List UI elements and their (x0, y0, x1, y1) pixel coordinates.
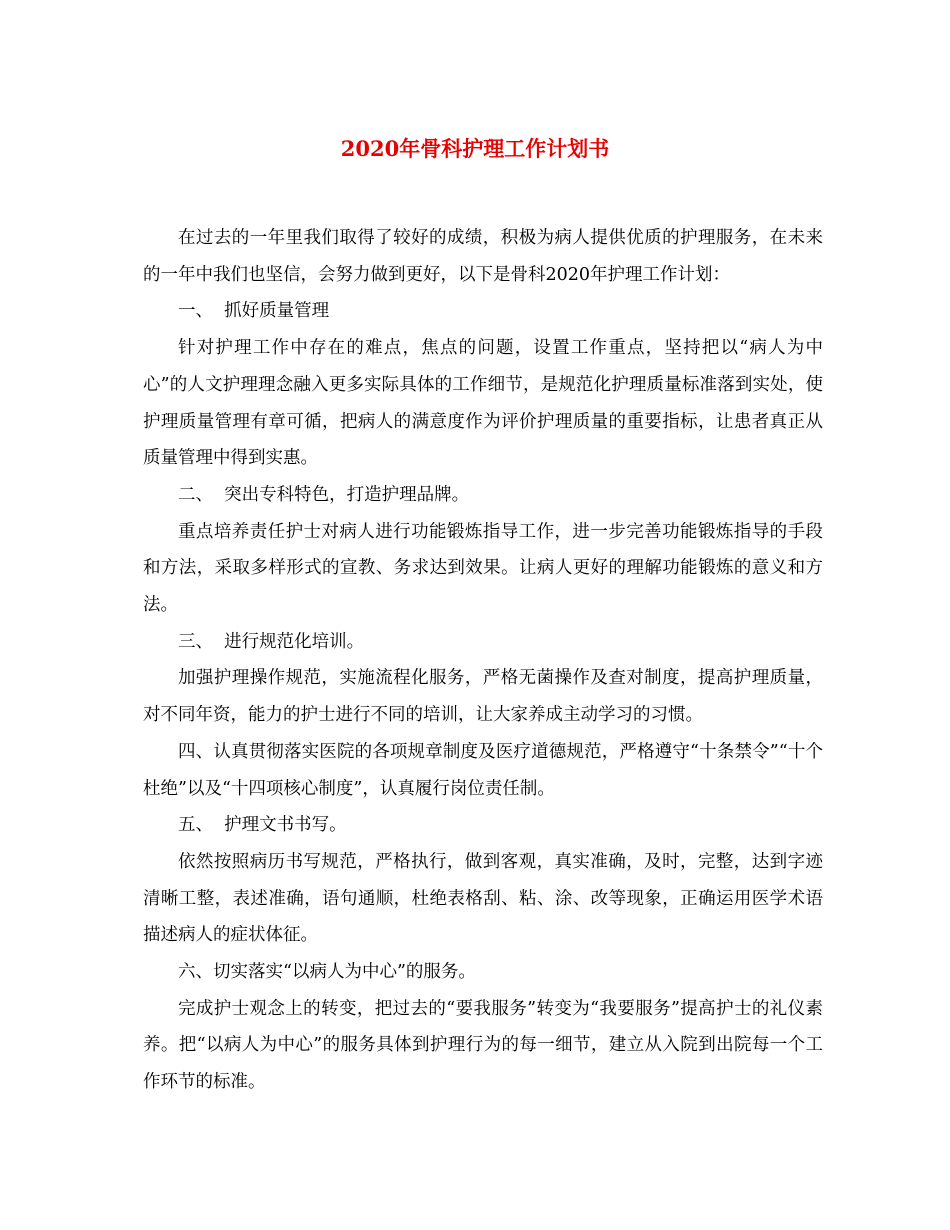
section-heading-5: 五、 护理文书书写。 (178, 815, 347, 836)
intro-paragraph: 在过去的一年里我们取得了较好的成绩，积极为病人提供优质的护理服务，在未来的一年中我们也坚信，会努力做到更好，以下是骨科2020年护理工作计划： (143, 228, 823, 285)
section-heading-1: 一、 抓好质量管理 (178, 301, 330, 322)
section-paragraph-5: 依然按照病历书写规范，严格执行，做到客观，真实准确，及时，完整，达到字迹清晰工整，表述准确，语句通顺，杜绝表格刮、粘、涂、改等现象，正确运用医学术语描述病人的症状体征。 (143, 851, 823, 946)
section-heading-6: 六、切实落实“以病人为中心”的服务。 (178, 962, 476, 983)
section-paragraph-2: 重点培养责任护士对病人进行功能锻炼指导工作，进一步完善功能锻炼指导的手段和方法，采取多样形式的宣教、务求达到效果。让病人更好的理解功能锻炼的意义和方法。 (143, 521, 823, 616)
section-paragraph-4: 四、认真贯彻落实医院的各项规章制度及医疗道德规范，严格遵守“十条禁令”“十个杜绝”以及“十四项核心制度”，认真履行岗位责任制。 (143, 741, 823, 799)
document-body (143, 220, 823, 1101)
document-title: 2020年骨科护理工作计划书 (340, 136, 610, 161)
section-paragraph-1: 针对护理工作中存在的难点，焦点的问题，设置工作重点，坚持把以“病人为中心”的人文护理理念融入更多实际具体的工作细节，是规范化护理质量标准落到实处，使护理质量管理有章可循，把病人的满意度作为评价护理质量的重要指标，让患者真正从质量管理中得到实惠。 (143, 338, 823, 469)
section-heading-3: 三、 进行规范化培训。 (178, 631, 365, 652)
section-paragraph-6: 完成护士观念上的转变，把过去的“要我服务”转变为“我要服务”提高护士的礼仪素养。把“以病人为中心”的服务具体到护理行为的每一细节，建立从入院到出院每一个工作环节的标准。 (143, 998, 823, 1093)
section-paragraph-3: 加强护理操作规范，实施流程化服务，严格无菌操作及查对制度，提高护理质量，对不同年资，能力的护士进行不同的培训，让大家养成主动学习的习惯。 (143, 668, 823, 726)
section-heading-2: 二、 突出专科特色，打造护理品牌。 (178, 484, 470, 505)
